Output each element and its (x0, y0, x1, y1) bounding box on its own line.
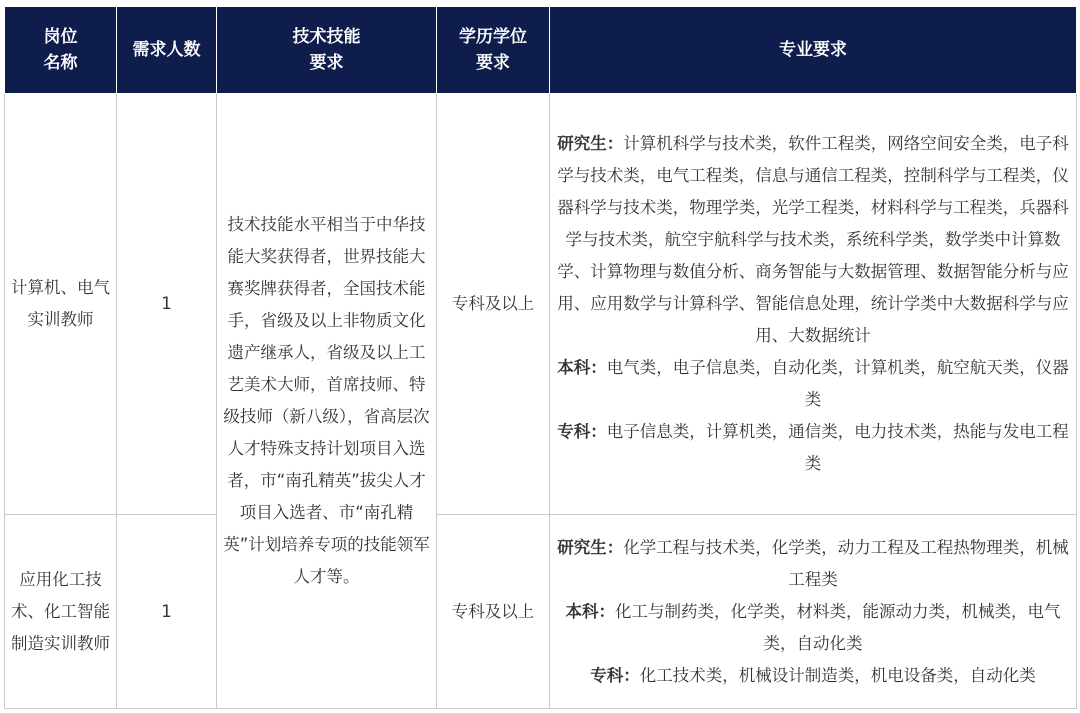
major-associate (556, 660, 1070, 692)
position-cell: 计算机、电气实训教师 (5, 94, 117, 515)
header-position: 岗位 名称 (5, 7, 117, 94)
degree-label: 专科： (557, 422, 607, 441)
count-cell: 1 (117, 94, 217, 515)
major-bachelor (556, 352, 1070, 416)
major-text: 化学工程与技术类，化学类，动力工程及工程热物理类，机械工程类 (623, 537, 1069, 589)
degree-label: 本科： (557, 358, 607, 377)
header-row (5, 7, 1077, 94)
position-cell: 应用化工技术、化工智能制造实训教师 (5, 515, 117, 709)
table-row (5, 94, 1077, 515)
recruitment-table (4, 6, 1077, 709)
major-bachelor (556, 596, 1070, 660)
education-cell: 专科及以上 (437, 94, 550, 515)
major-graduate (556, 532, 1070, 596)
major-text: 电子信息类，计算机类，通信类，电力技术类，热能与发电工程类 (606, 422, 1069, 473)
education-cell: 专科及以上 (437, 515, 550, 709)
header-education: 学历学位 要求 (437, 7, 550, 94)
major-text: 化工与制药类，化学类，材料类，能源动力类，机械类，电气类，自动化类 (615, 601, 1061, 653)
header-skills: 技术技能 要求 (217, 7, 437, 94)
header-major: 专业要求 (550, 7, 1077, 94)
major-text: 计算机科学与技术类，软件工程类，网络空间安全类，电子科学与技术类，电气工程类，信息与通信工程类，控制科学与工程类，仪器科学与技术类，物理学类，光学工程类，材料科学与工程类，兵器科学与技术类，航空宇航科学与技术类，系统科学类，数学类中计算数学、计算物理与数值分析、商务智能与大数据管理、数据智能分析与应用、应用数学与计算科学、智能信息处理，统计学类中大数据科学与应用、大数据统计 (557, 134, 1069, 345)
header-count: 需求人数 (117, 7, 217, 94)
major-text: 电气类，电子信息类，自动化类，计算机类，航空航天类，仪器类 (606, 358, 1069, 409)
degree-label: 本科： (565, 601, 615, 621)
major-cell (550, 94, 1077, 515)
table-row (5, 515, 1077, 709)
degree-label: 研究生： (557, 134, 624, 153)
major-graduate (556, 128, 1070, 352)
major-text: 化工技术类，机械设计制造类，机电设备类，自动化类 (639, 665, 1036, 685)
degree-label: 研究生： (557, 537, 624, 557)
count-cell: 1 (117, 515, 217, 709)
skills-cell: 技术技能水平相当于中华技能大奖获得者，世界技能大赛奖牌获得者，全国技术能手，省级及以上非物质文化遗产继承人，省级及以上工艺美术大师，首席技师、特级技师（新八级），省高层次人才特殊支持计划项目入选者，市“南孔精英”拔尖人才项目入选者、市“南孔精英”计划培养专项的技能领军人才等。 (217, 94, 437, 709)
degree-label: 专科： (590, 665, 640, 685)
major-associate (556, 416, 1070, 480)
major-cell (550, 515, 1077, 709)
